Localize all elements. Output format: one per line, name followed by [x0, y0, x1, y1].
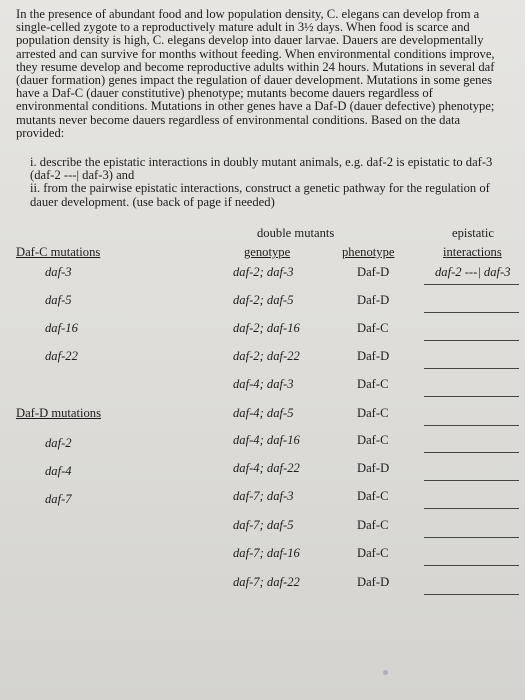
answer-line[interactable]: [424, 425, 519, 426]
epistatic-header: epistatic: [452, 226, 494, 240]
intro-line: provided:: [16, 125, 65, 140]
question-line: (daf-2 ---| daf-3) and: [30, 168, 135, 183]
phenotype-cell: Daf-D: [357, 349, 390, 363]
genotype-cell: daf-7; daf-3: [233, 489, 294, 503]
phenotype-cell: Daf-C: [357, 321, 389, 335]
daf-c-gene: daf-16: [45, 321, 78, 335]
phenotype-cell: Daf-C: [357, 546, 389, 560]
intro-line: (dauer formation) genes impact the regulation of dauer development. Mutations in some genes: [16, 73, 492, 88]
phenotype-cell: Daf-C: [357, 518, 389, 532]
genotype-cell: daf-4; daf-16: [233, 433, 300, 447]
intro-line: environmental conditions. Mutations in other genes have a Daf-D (dauer defective) phenotype;: [16, 99, 495, 114]
genotype-cell: daf-4; daf-3: [233, 377, 294, 391]
genotype-cell: daf-2; daf-5: [233, 293, 294, 307]
answer-line[interactable]: [424, 396, 519, 397]
answer-line[interactable]: [424, 340, 519, 341]
phenotype-header: phenotype: [342, 245, 395, 259]
interactions-header: interactions: [443, 245, 502, 259]
genotype-header: genotype: [244, 245, 291, 259]
daf-d-gene: daf-2: [45, 436, 72, 450]
answer-line[interactable]: [424, 368, 519, 369]
genotype-cell: daf-2; daf-3: [233, 265, 294, 279]
answer-line[interactable]: [424, 284, 519, 285]
genotype-cell: daf-4; daf-5: [233, 406, 294, 420]
phenotype-cell: Daf-D: [357, 265, 390, 279]
genotype-cell: daf-7; daf-16: [233, 546, 300, 560]
daf-c-mutations-header: Daf-C mutations: [16, 245, 101, 259]
daf-d-mutations-header: Daf-D mutations: [16, 406, 101, 420]
answer-line[interactable]: [424, 594, 519, 595]
phenotype-cell: Daf-C: [357, 377, 389, 391]
phenotype-cell: Daf-D: [357, 461, 390, 475]
answer-line[interactable]: [424, 537, 519, 538]
intro-line: they resume develop and become reproductive adults within 24 hours. Mutations in several daf: [16, 59, 495, 74]
genotype-cell: daf-4; daf-22: [233, 461, 300, 475]
phenotype-cell: Daf-C: [357, 433, 389, 447]
double-mutants-header: double mutants: [257, 226, 335, 240]
answer-line[interactable]: [424, 480, 519, 481]
intro-line: mutants never become dauers regardless of environmental conditions. Based on the data: [16, 112, 461, 127]
daf-d-gene: daf-4: [45, 464, 72, 478]
intro-line: single-celled zygote to a reproductively mature adult in 3½ days. When food is scarce and: [16, 20, 470, 35]
question-line: dauer development. (use back of page if needed): [30, 194, 275, 209]
genotype-cell: daf-7; daf-22: [233, 575, 300, 589]
genotype-cell: daf-2; daf-16: [233, 321, 300, 335]
genotype-cell: daf-2; daf-22: [233, 349, 300, 363]
answer-line[interactable]: [424, 452, 519, 453]
answer-line[interactable]: [424, 565, 519, 566]
phenotype-cell: Daf-D: [357, 293, 390, 307]
pen-mark: [383, 670, 388, 675]
daf-d-gene: daf-7: [45, 492, 72, 506]
answer-line[interactable]: [424, 508, 519, 509]
answer-line[interactable]: [424, 312, 519, 313]
question-list: [30, 156, 492, 209]
intro-line: arrested and can survive for months without feeding. When environmental conditions improve,: [16, 46, 495, 61]
intro-line: have a Daf-C (dauer constitutive) phenotype; mutants become dauers regardless of: [16, 86, 433, 101]
intro-paragraph: [16, 8, 516, 140]
phenotype-cell: Daf-D: [357, 575, 390, 589]
daf-c-gene: daf-5: [45, 293, 72, 307]
phenotype-cell: Daf-C: [357, 489, 389, 503]
daf-c-gene: daf-22: [45, 349, 78, 363]
intro-line: In the presence of abundant food and low population density, C. elegans can develop from a: [16, 7, 480, 21]
question-line: ii. from the pairwise epistatic interactions, construct a genetic pathway for the regulation of: [30, 181, 490, 196]
interaction-answer: daf-2 ---| daf-3: [435, 265, 511, 279]
phenotype-cell: Daf-C: [357, 406, 389, 420]
question-line: i. describe the epistatic interactions in doubly mutant animals, e.g. daf-2 is epistatic to daf-3: [30, 155, 493, 169]
intro-line: population density is high, C. elegans develop into dauer larvae. Dauers are developmentally: [16, 33, 484, 48]
daf-c-gene: daf-3: [45, 265, 72, 279]
genotype-cell: daf-7; daf-5: [233, 518, 294, 532]
